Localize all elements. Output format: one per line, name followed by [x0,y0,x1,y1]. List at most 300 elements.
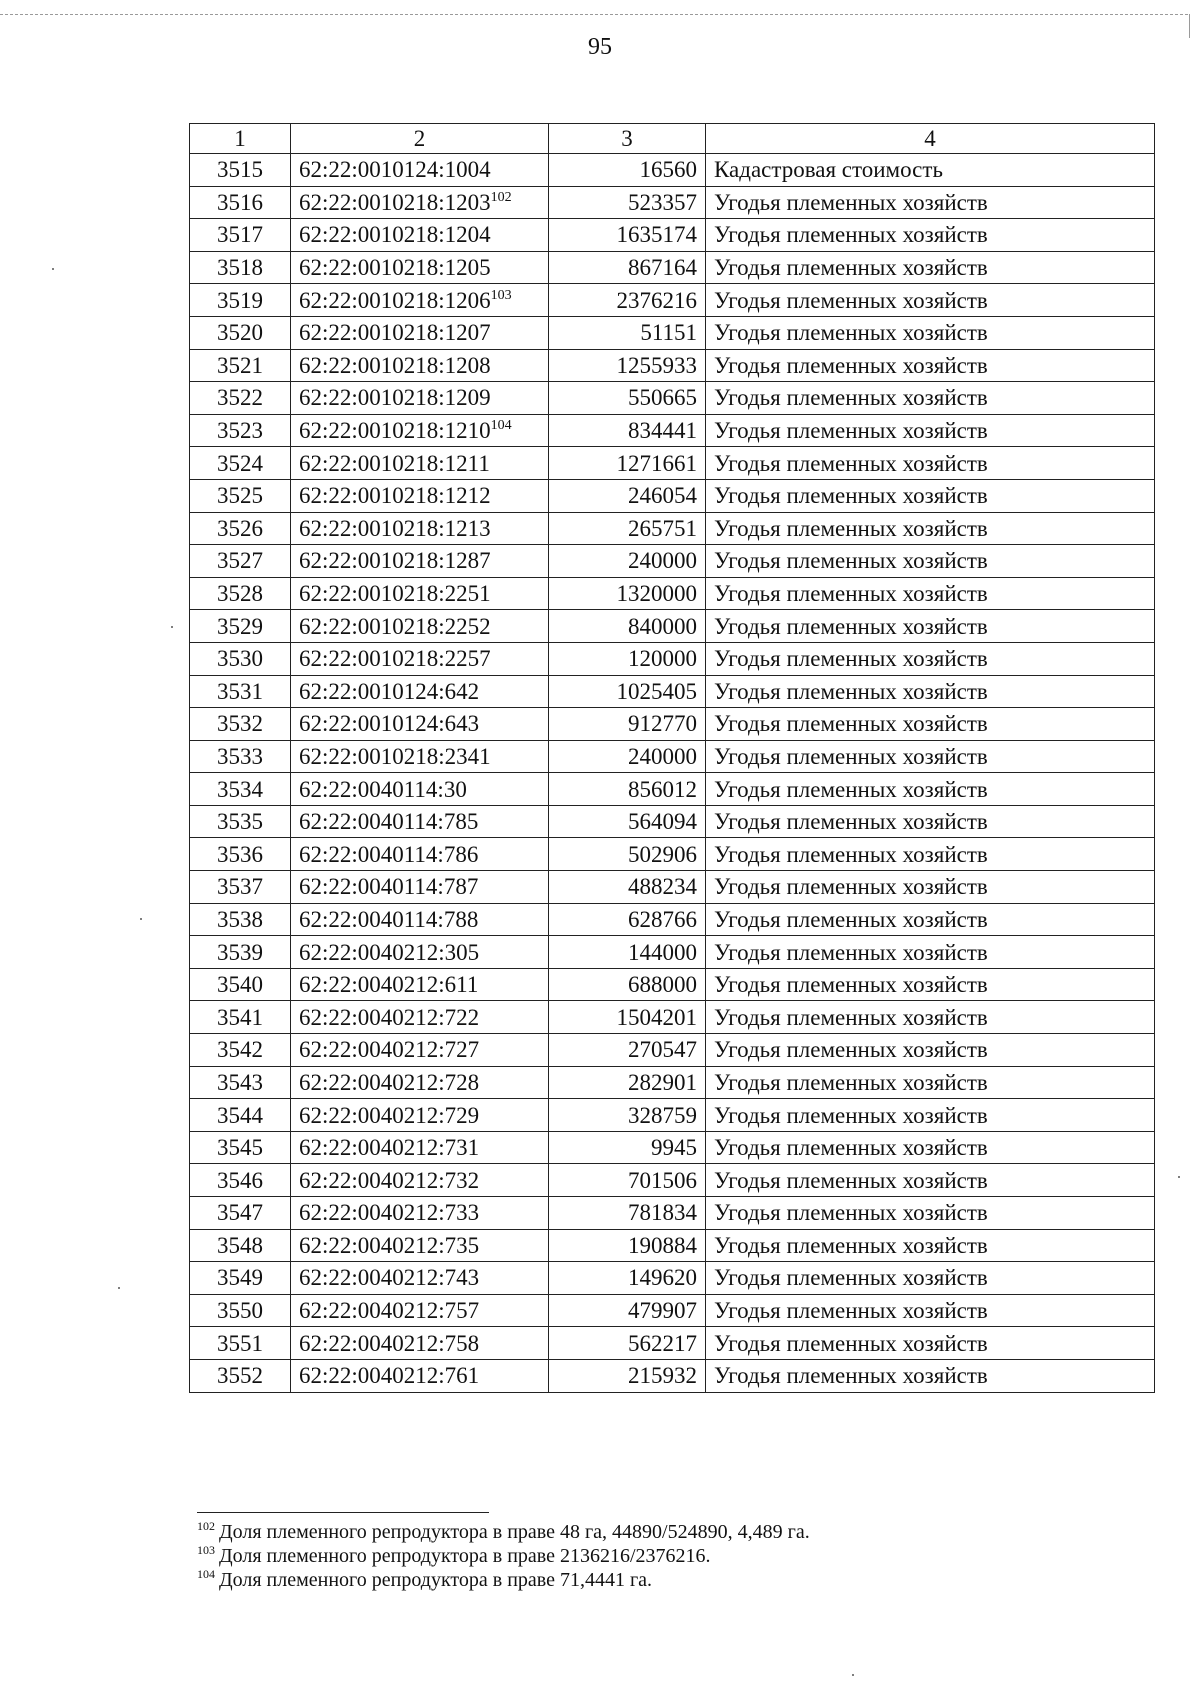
land-category: Угодья племенных хозяйств [714,320,988,346]
table-body [190,154,1155,1393]
row-number-cell [190,1001,291,1034]
row-number: 3515 [217,157,263,183]
cadastral-number-cell [291,968,549,1001]
cadastral-number-cell [291,479,549,512]
cadastral-value: 328759 [628,1102,697,1128]
cadastral-number-cell [291,740,549,773]
page-number: 95 [588,34,612,60]
cadastral-value: 1271661 [616,450,697,476]
cadastral-number-cell [291,610,549,643]
cadastral-value-cell [549,1327,706,1360]
row-number-cell [190,577,291,610]
cadastral-number: 62:22:0040114:788 [299,906,479,932]
cadastral-value-cell [549,805,706,838]
cadastral-number: 62:22:0010218:1287 [299,548,491,574]
cadastral-number-cell [291,284,549,317]
scan-speck [52,268,54,270]
land-category: Угодья племенных хозяйств [714,483,988,509]
land-category-cell [706,871,1155,904]
cadastral-number-cell [291,186,549,219]
footnote [197,1544,1097,1568]
row-number: 3516 [217,189,263,215]
row-number: 3551 [217,1330,263,1356]
table-row [190,1359,1155,1392]
footnote [197,1520,1097,1544]
land-category-cell [706,642,1155,675]
land-category: Угодья племенных хозяйств [714,711,988,737]
cadastral-number-cell [291,447,549,480]
row-number-cell [190,447,291,480]
land-category-cell [706,545,1155,578]
table-row [190,610,1155,643]
land-category: Угодья племенных хозяйств [714,581,988,607]
cadastral-value-cell [549,1229,706,1262]
land-category: Угодья племенных хозяйств [714,1004,988,1030]
land-category: Угодья племенных хозяйств [714,678,988,704]
row-number: 3539 [217,939,263,965]
row-number-cell [190,479,291,512]
cadastral-number: 62:22:0040212:732 [299,1167,480,1193]
cadastral-value-cell [549,1164,706,1197]
land-category: Угодья племенных хозяйств [714,906,988,932]
table-row [190,805,1155,838]
cadastral-value-cell [549,154,706,187]
cadastral-value: 628766 [628,906,697,932]
land-category-cell [706,1229,1155,1262]
table-row [190,447,1155,480]
footnote-mark: 104 [197,1567,215,1581]
cadastral-value-cell [549,1001,706,1034]
land-category-cell [706,1294,1155,1327]
cadastral-value: 2376216 [616,287,697,313]
cadastral-value-cell [549,251,706,284]
cadastral-number-cell [291,1131,549,1164]
cadastral-value: 1255933 [616,352,697,378]
cadastral-number: 62:22:0010218:1207 [299,320,491,346]
cadastral-value-cell [549,1294,706,1327]
scan-speck [140,918,142,920]
row-number: 3532 [217,711,263,737]
cadastral-number-cell [291,382,549,415]
cadastral-value: 144000 [628,939,697,965]
row-number: 3552 [217,1363,263,1389]
cadastral-value: 502906 [628,841,697,867]
row-number-cell [190,1197,291,1230]
table-row [190,675,1155,708]
cadastral-value-cell [549,708,706,741]
scan-speck [118,1287,120,1289]
table-row [190,1229,1155,1262]
cadastral-value: 479907 [628,1298,697,1324]
row-number: 3528 [217,581,263,607]
land-category-cell [706,154,1155,187]
cadastral-number: 62:22:0010218:1205 [299,255,491,281]
cadastral-value-cell [549,1099,706,1132]
row-number-cell [190,251,291,284]
cadastral-number: 62:22:0040212:743 [299,1265,480,1291]
cadastral-value: 270547 [628,1037,697,1063]
cadastral-number: 62:22:0040114:30 [299,776,467,802]
row-number-cell [190,871,291,904]
land-category-cell [706,349,1155,382]
cadastral-value-cell [549,512,706,545]
cadastral-value: 9945 [651,1135,697,1161]
cadastral-value: 523357 [628,189,697,215]
row-number-cell [190,675,291,708]
cadastral-value-cell [549,1197,706,1230]
table-row [190,316,1155,349]
cadastral-value-cell [549,903,706,936]
row-number-cell [190,1359,291,1392]
land-category: Угодья племенных хозяйств [714,939,988,965]
land-category-cell [706,1359,1155,1392]
row-number-cell [190,382,291,415]
row-number-cell [190,740,291,773]
cadastral-value-cell [549,349,706,382]
row-number-cell [190,1034,291,1067]
cadastral-number-cell [291,642,549,675]
cadastral-value-cell [549,382,706,415]
cadastral-value-cell [549,675,706,708]
land-category-cell [706,675,1155,708]
row-number: 3537 [217,874,263,900]
land-category-cell [706,1327,1155,1360]
land-category-cell [706,382,1155,415]
cadastral-number-cell [291,871,549,904]
cadastral-value: 834441 [628,418,697,444]
cadastral-number-cell [291,1034,549,1067]
cadastral-value: 488234 [628,874,697,900]
land-category-cell [706,1099,1155,1132]
land-category-cell [706,1034,1155,1067]
table-row [190,154,1155,187]
row-number: 3542 [217,1037,263,1063]
row-number: 3522 [217,385,263,411]
row-number: 3543 [217,1069,263,1095]
land-category-cell [706,1262,1155,1295]
cadastral-number-cell [291,1001,549,1034]
land-category: Угодья племенных хозяйств [714,841,988,867]
row-number: 3526 [217,515,263,541]
cadastral-number: 62:22:0010124:1004 [299,157,491,183]
cadastral-number: 62:22:0010218:1203 [299,189,491,215]
row-number: 3538 [217,906,263,932]
cadastral-number-cell [291,1066,549,1099]
cadastral-value-cell [549,642,706,675]
land-category: Угодья племенных хозяйств [714,874,988,900]
footnote-mark: 103 [197,1543,215,1557]
land-category-cell [706,219,1155,252]
column-header-2: 2 [291,124,549,154]
cadastral-number-cell [291,903,549,936]
footnote-mark: 102 [197,1519,215,1533]
row-number: 3547 [217,1200,263,1226]
land-category-cell [706,903,1155,936]
cadastral-number-cell [291,512,549,545]
table-row [190,479,1155,512]
row-number: 3519 [217,287,263,313]
cadastral-value: 1025405 [616,678,697,704]
cadastral-number: 62:22:0040212:757 [299,1298,480,1324]
land-category-cell [706,316,1155,349]
cadastral-value-cell [549,838,706,871]
cadastral-number-cell [291,1164,549,1197]
row-number-cell [190,642,291,675]
cadastral-number-cell [291,1229,549,1262]
land-category-cell [706,1164,1155,1197]
cadastral-value-cell [549,479,706,512]
table-row [190,1034,1155,1067]
cadastral-value-cell [549,284,706,317]
table-row [190,1327,1155,1360]
table-row [190,414,1155,447]
table-row [190,349,1155,382]
column-header-4: 4 [706,124,1155,154]
cadastral-number-cell [291,1099,549,1132]
row-number-cell [190,708,291,741]
cadastral-number-cell [291,1294,549,1327]
land-category-cell [706,805,1155,838]
row-number-cell [190,1294,291,1327]
cadastral-value: 240000 [628,743,697,769]
cadastral-value-cell [549,219,706,252]
land-category: Угодья племенных хозяйств [714,1069,988,1095]
row-number: 3531 [217,678,263,704]
cadastral-number: 62:22:0040212:758 [299,1330,480,1356]
scan-border-top [0,14,1188,15]
row-number: 3518 [217,255,263,281]
row-number-cell [190,154,291,187]
cadastral-value: 16560 [639,157,697,183]
cadastral-number: 62:22:0040212:729 [299,1102,480,1128]
cadastral-value-cell [549,773,706,806]
table-row [190,871,1155,904]
footnote [197,1568,1097,1592]
cadastral-number: 62:22:0010124:642 [299,678,480,704]
row-number-cell [190,968,291,1001]
cadastral-value-cell [549,1131,706,1164]
cadastral-value: 246054 [628,483,697,509]
cadastral-value-cell [549,1066,706,1099]
footnote-reference[interactable]: 103 [490,287,512,303]
cadastral-number-cell [291,805,549,838]
land-category-cell [706,610,1155,643]
land-category: Угодья племенных хозяйств [714,743,988,769]
row-number: 3549 [217,1265,263,1291]
cadastral-number: 62:22:0010124:643 [299,711,480,737]
land-category-cell [706,936,1155,969]
row-number: 3517 [217,222,263,248]
land-registry-table [189,123,1155,1393]
cadastral-number-cell [291,936,549,969]
cadastral-value: 51151 [640,320,697,346]
row-number-cell [190,284,291,317]
land-category: Угодья племенных хозяйств [714,1135,988,1161]
cadastral-number-cell [291,1197,549,1230]
cadastral-number: 62:22:0010218:1210 [299,418,491,444]
scan-speck [852,1674,854,1676]
land-category: Угодья племенных хозяйств [714,1037,988,1063]
row-number: 3530 [217,646,263,672]
cadastral-value: 856012 [628,776,697,802]
row-number: 3541 [217,1004,263,1030]
land-category: Угодья племенных хозяйств [714,809,988,835]
table-row [190,1001,1155,1034]
row-number-cell [190,805,291,838]
cadastral-value: 1320000 [616,581,697,607]
row-number: 3527 [217,548,263,574]
table-row [190,219,1155,252]
cadastral-value: 1504201 [616,1004,697,1030]
land-category: Угодья племенных хозяйств [714,646,988,672]
land-category-cell [706,740,1155,773]
row-number: 3550 [217,1298,263,1324]
row-number: 3524 [217,450,263,476]
cadastral-value: 564094 [628,809,697,835]
cadastral-number-cell [291,708,549,741]
footnote-text: Доля племенного репродуктора в праве 48 га, 44890/524890, 4,489 га. [219,1521,810,1543]
land-category: Угодья племенных хозяйств [714,1363,988,1389]
row-number-cell [190,903,291,936]
cadastral-value-cell [549,414,706,447]
land-category: Угодья племенных хозяйств [714,548,988,574]
table-header-row [190,124,1155,154]
cadastral-number-cell [291,349,549,382]
row-number: 3534 [217,776,263,802]
land-category-cell [706,577,1155,610]
land-category: Угодья племенных хозяйств [714,450,988,476]
cadastral-number: 62:22:0040212:731 [299,1135,480,1161]
row-number: 3536 [217,841,263,867]
land-category-cell [706,186,1155,219]
cadastral-number: 62:22:0010218:2341 [299,743,491,769]
row-number: 3546 [217,1167,263,1193]
row-number: 3521 [217,352,263,378]
row-number-cell [190,349,291,382]
table-row [190,968,1155,1001]
cadastral-number: 62:22:0040114:787 [299,874,479,900]
table-row [190,186,1155,219]
table-row [190,642,1155,675]
cadastral-value-cell [549,968,706,1001]
cadastral-number-cell [291,251,549,284]
row-number-cell [190,512,291,545]
row-number: 3533 [217,743,263,769]
cadastral-number: 62:22:0040212:733 [299,1200,480,1226]
land-category: Угодья племенных хозяйств [714,613,988,639]
cadastral-value-cell [549,1034,706,1067]
row-number-cell [190,1229,291,1262]
table-row [190,773,1155,806]
table-row [190,577,1155,610]
footnote-reference[interactable]: 102 [490,189,512,205]
land-category-cell [706,1197,1155,1230]
scan-speck [1178,1176,1180,1178]
row-number-cell [190,414,291,447]
cadastral-number: 62:22:0010218:1211 [299,450,490,476]
table-row [190,1099,1155,1132]
row-number-cell [190,1262,291,1295]
row-number-cell [190,1099,291,1132]
cadastral-value-cell [549,1359,706,1392]
cadastral-value-cell [549,871,706,904]
table-row [190,1294,1155,1327]
cadastral-number-cell [291,1262,549,1295]
table-row [190,1262,1155,1295]
land-category: Угодья племенных хозяйств [714,352,988,378]
footnote-reference[interactable]: 104 [490,418,512,434]
row-number-cell [190,186,291,219]
cadastral-number: 62:22:0040114:786 [299,841,479,867]
cadastral-number: 62:22:0040212:722 [299,1004,480,1030]
land-category: Угодья племенных хозяйств [714,972,988,998]
land-category: Угодья племенных хозяйств [714,1265,988,1291]
land-category-cell [706,447,1155,480]
cadastral-number-cell [291,545,549,578]
land-category: Угодья племенных хозяйств [714,1232,988,1258]
land-category: Угодья племенных хозяйств [714,515,988,541]
cadastral-value: 215932 [628,1363,697,1389]
cadastral-number: 62:22:0040114:785 [299,809,479,835]
table-row [190,936,1155,969]
row-number: 3520 [217,320,263,346]
row-number-cell [190,219,291,252]
cadastral-number-cell [291,316,549,349]
cadastral-number: 62:22:0040212:728 [299,1069,480,1095]
cadastral-number: 62:22:0040212:761 [299,1363,480,1389]
row-number-cell [190,1066,291,1099]
cadastral-value: 282901 [628,1069,697,1095]
row-number: 3523 [217,418,263,444]
cadastral-value-cell [549,186,706,219]
row-number-cell [190,838,291,871]
cadastral-value-cell [549,316,706,349]
cadastral-number: 62:22:0010218:2251 [299,581,491,607]
land-category-cell [706,773,1155,806]
cadastral-number: 62:22:0010218:2252 [299,613,491,639]
cadastral-value: 562217 [628,1330,697,1356]
land-category: Угодья племенных хозяйств [714,1330,988,1356]
cadastral-value: 840000 [628,613,697,639]
cadastral-value-cell [549,936,706,969]
cadastral-value: 688000 [628,972,697,998]
cadastral-number: 62:22:0010218:1213 [299,515,491,541]
table-row [190,284,1155,317]
row-number-cell [190,316,291,349]
land-category: Угодья племенных хозяйств [714,189,988,215]
cadastral-number-cell [291,675,549,708]
row-number-cell [190,773,291,806]
land-category-cell [706,968,1155,1001]
cadastral-number: 62:22:0010218:1209 [299,385,491,411]
table-row [190,382,1155,415]
cadastral-number-cell [291,577,549,610]
land-category-cell [706,512,1155,545]
footnote-separator [197,1512,489,1513]
cadastral-value-cell [549,447,706,480]
row-number-cell [190,1327,291,1360]
cadastral-number: 62:22:0010218:1212 [299,483,491,509]
cadastral-value: 149620 [628,1265,697,1291]
land-category: Угодья племенных хозяйств [714,385,988,411]
cadastral-value: 912770 [628,711,697,737]
cadastral-value: 550665 [628,385,697,411]
land-category-cell [706,1001,1155,1034]
table-row [190,1164,1155,1197]
row-number-cell [190,936,291,969]
land-category: Угодья племенных хозяйств [714,1167,988,1193]
land-category: Кадастровая стоимость [714,157,943,183]
